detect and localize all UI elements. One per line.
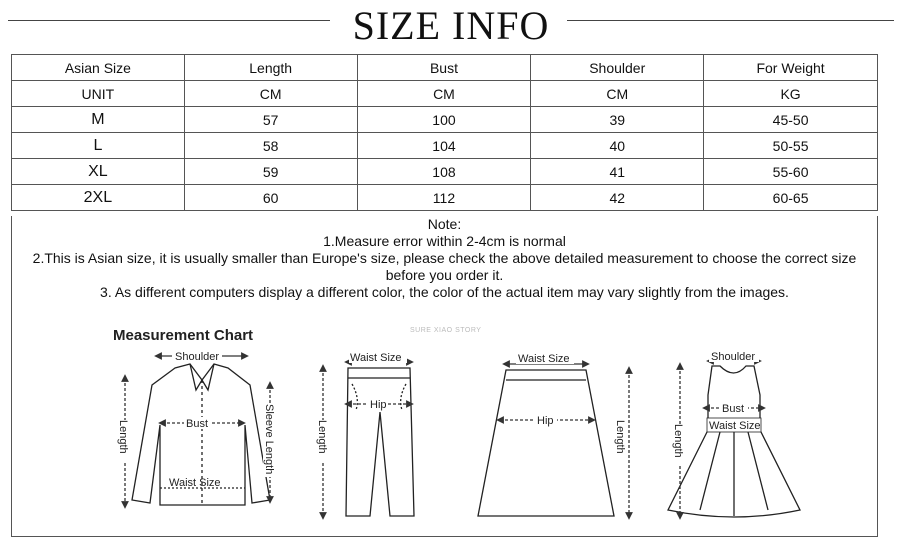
shirt-shoulder-label: Shoulder — [175, 351, 220, 363]
table-cell: 58 — [184, 133, 357, 159]
skirt-illustration — [478, 364, 629, 516]
watermark: SURE XIAO STORY — [410, 327, 482, 334]
size-cell: 2XL — [12, 185, 185, 211]
header-cell: Asian Size — [12, 55, 185, 81]
header-cell: Bust — [357, 55, 531, 81]
table-cell: 112 — [357, 185, 531, 211]
measurement-chart-title: Measurement Chart — [113, 327, 254, 344]
note-line-3: 3. As different computers display a different color, the color of the actual item may vary slightly from the images. — [100, 284, 789, 300]
pants-illustration — [323, 362, 414, 516]
notes-heading: Note: — [427, 216, 462, 232]
page-title: SIZE INFO — [352, 3, 550, 48]
note-line-1: 1.Measure error within 2-4cm is normal — [323, 233, 566, 249]
table-cell: 60 — [184, 185, 357, 211]
size-cell: XL — [12, 159, 185, 185]
size-cell: L — [12, 133, 185, 159]
table-cell: 42 — [531, 185, 704, 211]
skirt-waist-label: Waist Size — [518, 353, 570, 365]
unit-cell: KG — [704, 81, 878, 107]
header-cell: For Weight — [704, 55, 878, 81]
shirt-bust-label: Bust — [186, 418, 209, 430]
unit-cell: CM — [184, 81, 357, 107]
table-cell: 55-60 — [704, 159, 878, 185]
unit-cell: CM — [531, 81, 704, 107]
header-cell: Length — [184, 55, 357, 81]
pants-waist-label: Waist Size — [350, 352, 402, 364]
table-cell: 41 — [531, 159, 704, 185]
table-cell: 60-65 — [704, 185, 878, 211]
shirt-waist-label: Waist Size — [169, 477, 221, 489]
shirt-length-label: Length — [117, 420, 129, 454]
header-cell: Shoulder — [531, 55, 704, 81]
note-line-2-cont: before you order it. — [385, 267, 504, 283]
unit-cell: CM — [357, 81, 531, 107]
note-line-2: 2.This is Asian size, it is usually smaller than Europe's size, please check the above detailed measurement to choose the correct size — [32, 250, 857, 266]
dress-shoulder-label: Shoulder — [711, 351, 756, 363]
table-cell: 50-55 — [704, 133, 878, 159]
skirt-length-label: Length — [614, 420, 626, 454]
table-cell: 108 — [357, 159, 531, 185]
unit-cell: UNIT — [12, 81, 185, 107]
table-cell: 45-50 — [704, 107, 878, 133]
dress-bust-label: Bust — [722, 403, 745, 415]
table-cell: 57 — [184, 107, 357, 133]
dress-length-label: Length — [672, 424, 684, 458]
table-cell: 104 — [357, 133, 531, 159]
pants-hip-label: Hip — [370, 399, 387, 411]
pants-length-label: Length — [316, 420, 328, 454]
table-cell: 40 — [531, 133, 704, 159]
table-cell: 39 — [531, 107, 704, 133]
dress-illustration — [668, 361, 800, 517]
skirt-hip-label: Hip — [537, 415, 554, 427]
dress-waist-label: Waist Size — [709, 420, 761, 432]
size-cell: M — [12, 107, 185, 133]
table-cell: 59 — [184, 159, 357, 185]
table-cell: 100 — [357, 107, 531, 133]
shirt-sleeve-label: Sleeve Length — [263, 404, 275, 475]
